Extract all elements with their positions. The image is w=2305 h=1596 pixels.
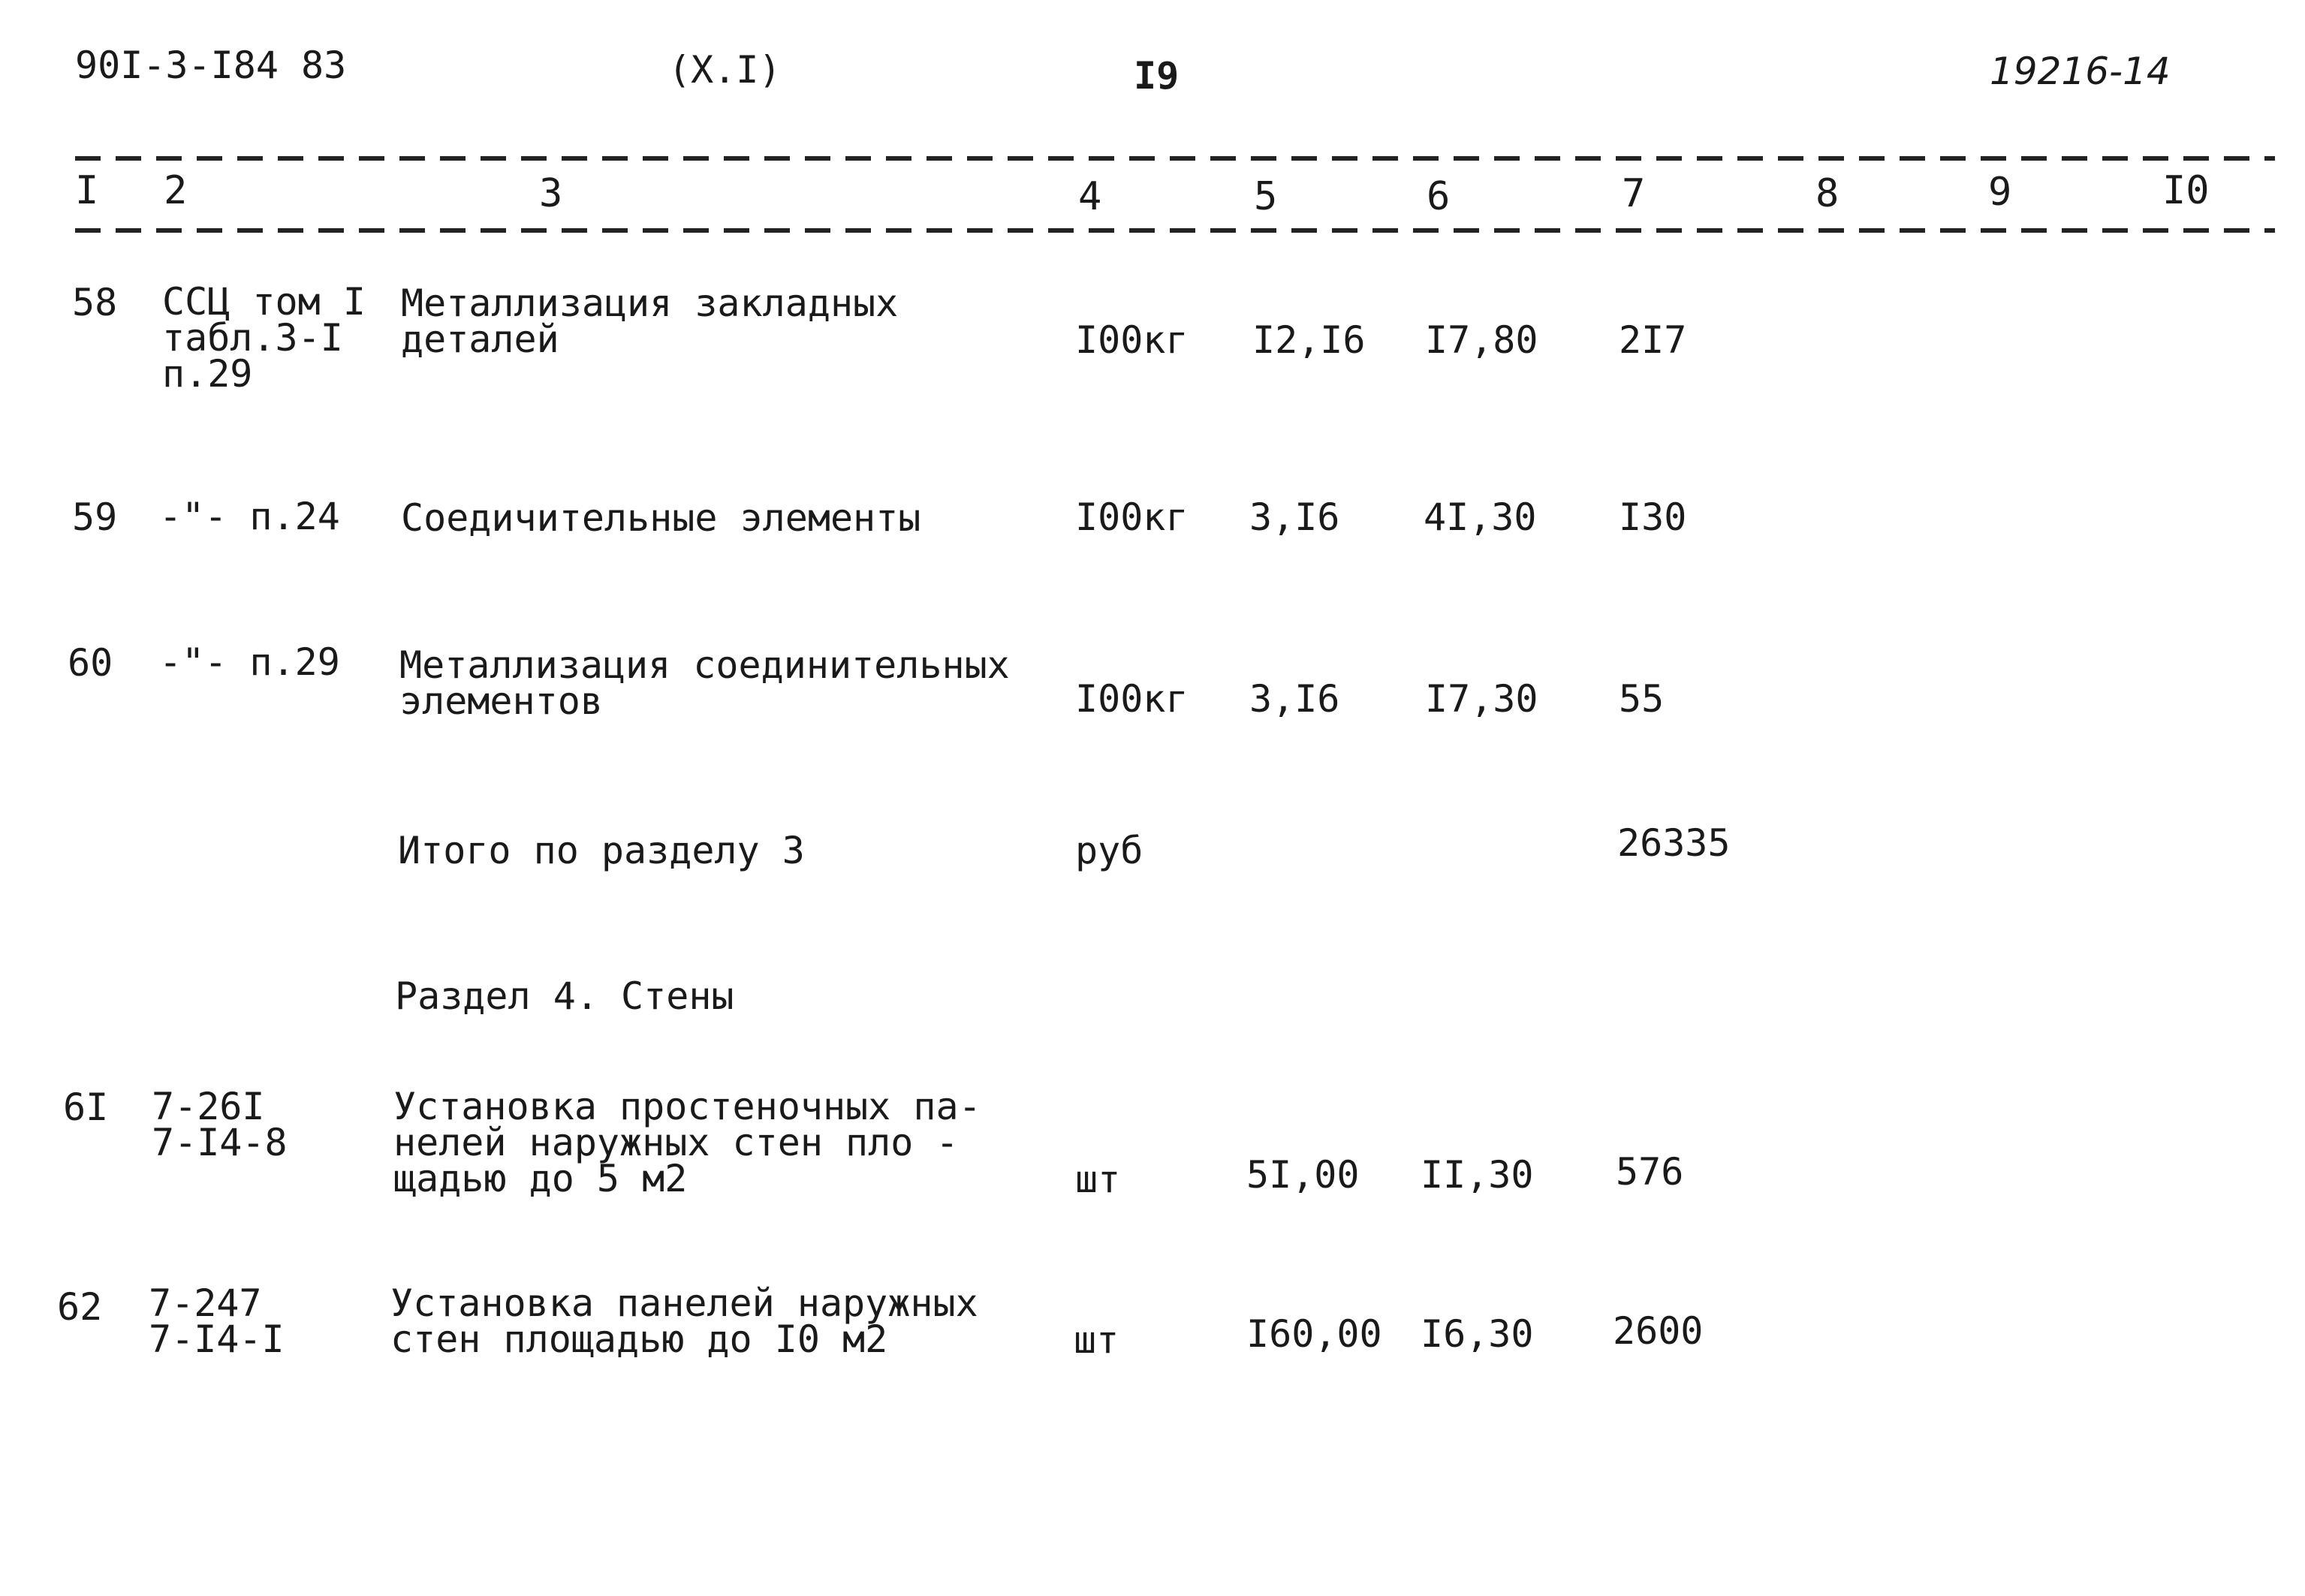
row-cost: 576 bbox=[1616, 1150, 1684, 1194]
subtotal-label: Итого по разделу 3 bbox=[398, 829, 805, 872]
header-bottom-rule bbox=[75, 228, 2275, 233]
row-number: 60 bbox=[68, 641, 113, 685]
row-number: 59 bbox=[72, 495, 118, 539]
row-reference: 7-26I 7-I4-8 bbox=[152, 1085, 288, 1164]
row-price: II,30 bbox=[1421, 1153, 1534, 1197]
row-description: Установка простеночных па- нелей наружных стен пло - щадью до 5 м2 bbox=[393, 1085, 981, 1200]
row-number: 58 bbox=[72, 281, 118, 324]
row-description: Соедичительные элементы bbox=[401, 496, 921, 540]
row-reference: -"- п.29 bbox=[159, 640, 340, 684]
column-header-1: I bbox=[75, 168, 99, 213]
row-quantity: 3,I6 bbox=[1249, 677, 1340, 721]
section-code: (X.I) bbox=[668, 48, 782, 92]
row-cost: 2600 bbox=[1613, 1309, 1704, 1353]
column-header-7: 7 bbox=[1622, 171, 1646, 216]
subtotal-unit: руб bbox=[1075, 829, 1143, 872]
archive-number: 19216-14 bbox=[1990, 50, 2171, 93]
row-reference: 7-247 7-I4-I bbox=[149, 1281, 285, 1361]
row-unit: шт bbox=[1075, 1158, 1121, 1201]
row-number: 6I bbox=[63, 1086, 109, 1129]
row-price: 4I,30 bbox=[1424, 495, 1537, 539]
subtotal-cost: 26335 bbox=[1617, 821, 1731, 865]
row-cost: 55 bbox=[1619, 677, 1665, 721]
row-quantity: 5I,00 bbox=[1246, 1153, 1360, 1197]
row-unit: I00кг bbox=[1075, 495, 1189, 539]
column-header-9: 9 bbox=[1988, 170, 2012, 215]
column-header-2: 2 bbox=[164, 168, 188, 213]
row-reference: -"- п.24 bbox=[159, 495, 340, 538]
column-header-6: 6 bbox=[1427, 174, 1451, 219]
row-quantity: I2,I6 bbox=[1252, 318, 1366, 362]
column-header-4: 4 bbox=[1078, 174, 1102, 219]
row-description: Металлизация соединительных элементов bbox=[399, 643, 1010, 723]
column-header-8: 8 bbox=[1815, 171, 1839, 216]
row-price: I7,30 bbox=[1425, 677, 1538, 721]
row-unit: I00кг bbox=[1075, 677, 1189, 721]
row-price: I7,80 bbox=[1425, 318, 1538, 362]
row-unit: шт bbox=[1074, 1318, 1119, 1362]
section-title: Раздел 4. Стены bbox=[395, 974, 734, 1018]
row-cost: I30 bbox=[1619, 495, 1687, 539]
row-description: Установка панелей наружных стен площадью до I0 м2 bbox=[390, 1281, 978, 1361]
column-header-10: I0 bbox=[2162, 168, 2210, 213]
row-price: I6,30 bbox=[1421, 1312, 1534, 1356]
row-description: Металлизация закладных деталей bbox=[401, 282, 899, 361]
header-top-rule bbox=[75, 156, 2275, 161]
column-header-3: 3 bbox=[539, 171, 563, 216]
row-cost: 2I7 bbox=[1619, 318, 1687, 362]
column-header-5: 5 bbox=[1254, 174, 1278, 219]
document-code: 90I-3-I84 83 bbox=[75, 44, 347, 87]
row-number: 62 bbox=[57, 1285, 103, 1329]
row-unit: I00кг bbox=[1075, 318, 1189, 362]
row-quantity: I60,00 bbox=[1246, 1312, 1382, 1356]
row-reference: ССЦ том I табл.3-I п.29 bbox=[162, 280, 366, 396]
row-quantity: 3,I6 bbox=[1249, 495, 1340, 539]
page-number: I9 bbox=[1134, 54, 1180, 98]
